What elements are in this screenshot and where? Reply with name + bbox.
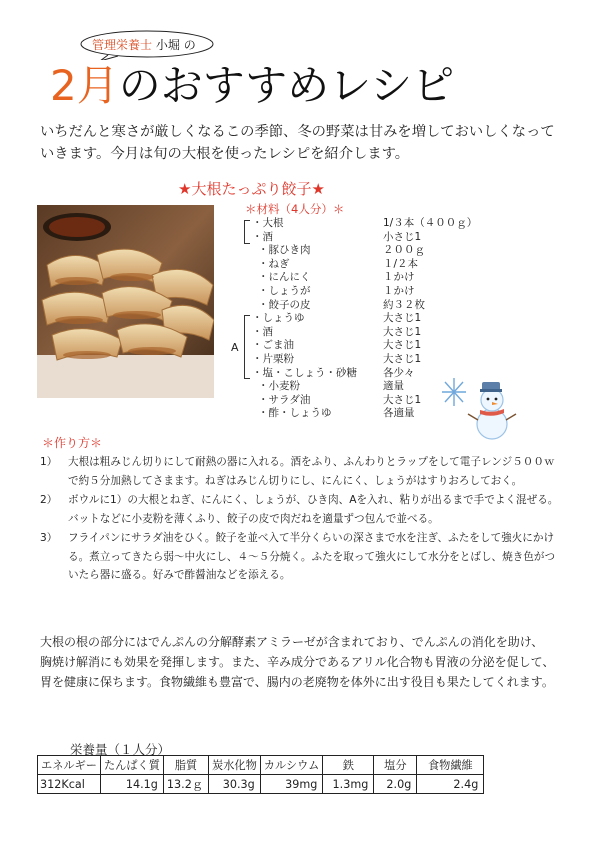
gyoza-photo (37, 205, 214, 398)
step-number: 1） (40, 456, 58, 468)
author-name: 小堀 (155, 38, 180, 52)
closing-paragraph: 大根の根の部分にはでんぷんの分解酵素アミラーゼが含まれており、でんぷんの消化を助け、胸焼け解消にも効果を発揮します。また、辛み成分であるアリル化合物も胃液の分泌を促して、胃を健康に保ちます。食物繊維も豊富で、腸内の老廃物を体外に出す役目も果たしてくれます。 (40, 635, 555, 689)
ingredient-amount: 各適量 (383, 407, 415, 420)
ingredient-name: ・ねぎ (258, 257, 290, 270)
nutrition-value: 2.4g (417, 775, 484, 794)
ingredient-amount: 各少々 (383, 366, 415, 379)
nutrition-header: 食物繊維 (417, 756, 484, 775)
nutrition-header: 炭水化物 (209, 756, 261, 775)
nutrition-value: 13.2ｇ (163, 775, 208, 794)
ingredient-row (238, 285, 488, 299)
nutrition-header: 鉄 (323, 756, 374, 775)
nutrition-header: 脂質 (163, 756, 208, 775)
ingredient-amount: ２００ｇ (383, 244, 425, 257)
ingredient-row (238, 312, 488, 326)
ingredients-heading: ＊材料（4人分）＊ (245, 202, 345, 216)
ingredient-amount: 大さじ1 (383, 352, 422, 365)
step-number: 2） (40, 494, 58, 506)
nutrition-value: 1.3mg (323, 775, 374, 794)
nutrition-header: カルシウム (260, 756, 323, 775)
ingredient-row (238, 244, 488, 258)
ingredient-row (238, 258, 488, 272)
nutrition-header-row (38, 756, 484, 775)
title-month: 2月 (50, 61, 119, 110)
ingredient-name: ・しょうゆ (252, 312, 305, 325)
ingredient-name: ・ごま油 (252, 339, 294, 352)
nutrition-value-row (38, 775, 484, 794)
ingredient-amount: １かけ (383, 271, 415, 284)
step-number: 3） (40, 532, 58, 544)
ingredient-name: ・大根 (252, 217, 284, 229)
ingredient-row (238, 271, 488, 285)
ingredient-name: ・塩・こしょう・砂糖 (252, 366, 357, 379)
ingredient-name: ・小麦粉 (258, 380, 300, 393)
snowman-illustration (440, 370, 518, 442)
ingredient-name: ・サラダ油 (258, 393, 311, 406)
ingredient-amount: 適量 (383, 380, 404, 393)
step-text: ボウルに1）の大根とねぎ、にんにく、しょうが、ひき肉、Aを入れ、粘りが出るまで手でよく混ぜる。バットなどに小麦粉を薄くふり、餃子の皮で肉だねを適量ずつ包んで並べる。 (68, 494, 559, 525)
nutrition-table (37, 755, 484, 794)
ingredient-amount: １/２本 (383, 257, 419, 270)
intro-paragraph: いちだんと寒さが厳しくなるこの季節、冬の野菜は甘みを増しておいしくなっていきます。今月は旬の大根を使ったレシピを紹介します。 (40, 124, 555, 162)
recipe-title: ★大根たっぷり餃子★ (178, 180, 325, 198)
nutrition-value: 39mg (260, 775, 323, 794)
nutrition-header: たんぱく質 (100, 756, 163, 775)
nutrition-header: エネルギー (38, 756, 101, 775)
method-step (40, 491, 560, 528)
ingredient-row (238, 217, 488, 231)
ingredient-amount: １かけ (383, 284, 415, 297)
nutrition-value: 312Kcal (38, 775, 101, 794)
method-step (40, 453, 560, 490)
ingredient-amount: 約３２枚 (383, 298, 425, 311)
ingredient-row (238, 231, 488, 245)
ingredient-amount: 1/３本（４００ｇ） (383, 217, 478, 229)
ingredient-name: ・酢・しょうゆ (258, 407, 332, 420)
ingredient-name: ・しょうが (258, 284, 311, 297)
method-steps (40, 453, 560, 586)
method-heading: ＊作り方＊ (42, 436, 103, 450)
ingredient-amount: 大さじ1 (383, 393, 422, 406)
ingredient-name: ・片栗粉 (252, 352, 294, 365)
ingredient-name: ・酒 (252, 325, 273, 338)
author-badge (78, 28, 216, 60)
ingredient-row (238, 326, 488, 340)
page-title (50, 62, 454, 110)
title-text: のおすすめレシピ (118, 61, 455, 110)
author-particle: の (183, 38, 196, 52)
ingredient-amount: 小さじ1 (383, 230, 422, 243)
ingredient-amount: 大さじ1 (383, 312, 422, 325)
nutrition-value: 2.0g (374, 775, 417, 794)
ingredient-row (238, 299, 488, 313)
step-text: フライパンにサラダ油をひく。餃子を並べ入て半分くらいの深さまで水を注ぎ、ふたをして強火にかける。煮立ってきたら弱～中火にし、４～５分焼く。ふたを取って強火にして水分をとばし、焼き色がついたら器に盛る。好みで酢醤油などを添える。 (68, 532, 556, 581)
author-role: 管理栄養士 (92, 38, 153, 52)
nutrition-header: 塩分 (374, 756, 417, 775)
ingredient-amount: 大さじ1 (383, 339, 422, 352)
nutrition-title: 栄養量（１人分） (70, 742, 171, 757)
nutrition-value: 14.1g (100, 775, 163, 794)
ingredient-name: ・餃子の皮 (258, 298, 311, 311)
ingredient-group-a-label: A (231, 341, 239, 354)
step-text: 大根は粗みじん切りにして耐熱の器に入れる。酒をふり、ふんわりとラップをして電子レンジ５００ｗで約５分加熱してさまます。ねぎはみじん切りにし、にんにく、しょうがはすりおろしておく。 (68, 456, 555, 487)
ingredient-name: ・酒 (252, 230, 273, 243)
ingredient-name: ・にんにく (258, 271, 311, 284)
method-step (40, 529, 560, 585)
ingredient-name: ・豚ひき肉 (258, 244, 311, 257)
ingredient-row (238, 339, 488, 353)
ingredient-amount: 大さじ1 (383, 325, 422, 338)
nutrition-value: 30.3g (209, 775, 261, 794)
ingredient-row (238, 353, 488, 367)
